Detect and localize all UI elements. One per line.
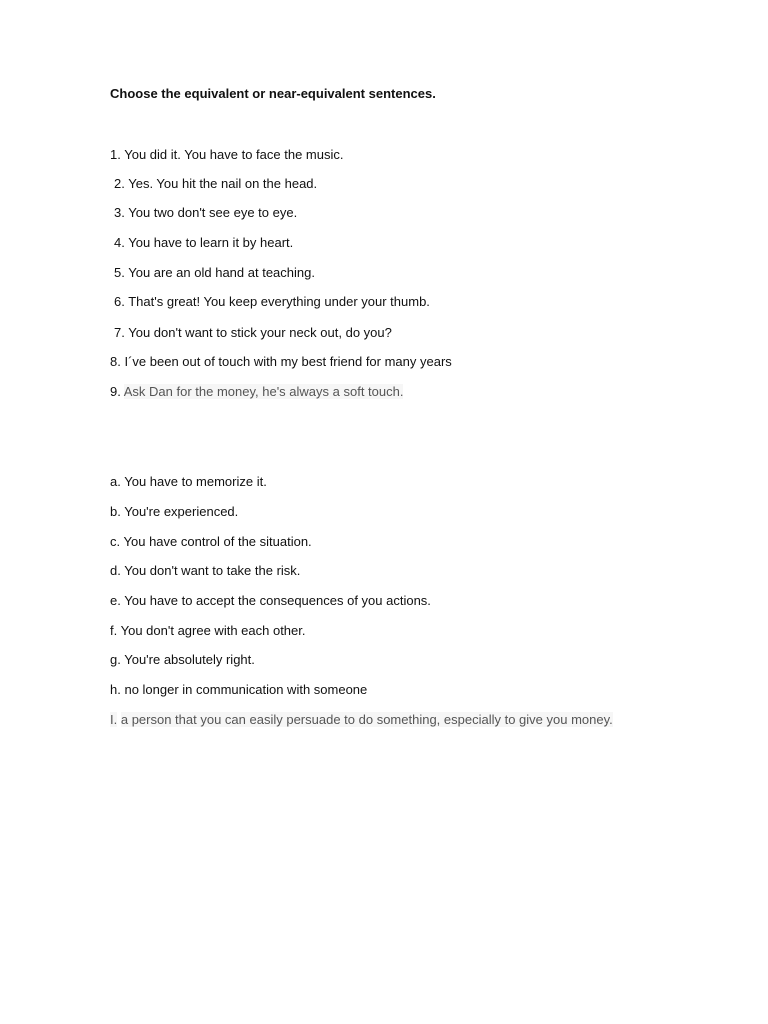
sentence-number: 6. — [114, 294, 125, 309]
sentence-text: I´ve been out of touch with my best friend for many years — [124, 354, 452, 369]
sentence-text: You have to learn it by heart. — [128, 235, 294, 250]
meaning-item — [110, 592, 431, 609]
sentence-text: You two don't see eye to eye. — [128, 205, 298, 220]
sentence-item — [114, 234, 293, 251]
meaning-text: You have control of the situation. — [123, 534, 312, 549]
sentence-number: 2. — [114, 176, 125, 191]
sentence-item — [110, 146, 343, 163]
sentence-number: 7. — [114, 325, 125, 340]
sentence-number: 5. — [114, 265, 125, 280]
sentence-item — [114, 204, 297, 221]
sentence-text: You don't want to stick your neck out, do you? — [128, 325, 392, 340]
worksheet-title: Choose the equivalent or near-equivalent sentences. — [110, 86, 436, 101]
meaning-item — [110, 533, 312, 550]
sentence-text: Ask Dan for the money, he's always a soft touch. — [123, 384, 404, 399]
sentence-text: That's great! You keep everything under your thumb. — [128, 294, 430, 309]
meaning-text: You're experienced. — [124, 504, 239, 519]
sentence-item — [114, 264, 315, 281]
sentence-item — [110, 383, 403, 400]
meaning-text: a person that you can easily persuade to do something, especially to give you money. — [120, 712, 613, 727]
meaning-item — [110, 622, 306, 639]
sentence-text: You are an old hand at teaching. — [128, 265, 315, 280]
sentence-item — [114, 175, 317, 192]
meaning-item — [110, 562, 300, 579]
meaning-letter: I. — [110, 712, 118, 727]
meaning-letter: c. — [110, 534, 121, 549]
meaning-text: You don't want to take the risk. — [124, 563, 301, 578]
sentence-number: 8. — [110, 354, 121, 369]
meaning-letter: a. — [110, 474, 121, 489]
meaning-letter: b. — [110, 504, 121, 519]
sentence-number: 9. — [110, 384, 121, 399]
sentence-number: 4. — [114, 235, 125, 250]
meaning-text: You're absolutely right. — [124, 652, 255, 667]
meaning-item — [110, 651, 255, 668]
sentence-number: 3. — [114, 205, 125, 220]
meaning-item — [110, 503, 238, 520]
sentence-item — [114, 293, 430, 310]
meaning-letter: h. — [110, 682, 121, 697]
sentence-text: You did it. You have to face the music. — [124, 147, 344, 162]
meaning-letter: e. — [110, 593, 121, 608]
meaning-text: no longer in communication with someone — [124, 682, 368, 697]
sentence-item — [110, 353, 452, 370]
sentence-number: 1. — [110, 147, 121, 162]
meaning-item — [110, 681, 367, 698]
meaning-text: You have to memorize it. — [124, 474, 267, 489]
sentence-text: Yes. You hit the nail on the head. — [128, 176, 318, 191]
sentence-item — [114, 324, 392, 341]
meaning-text: You don't agree with each other. — [120, 623, 306, 638]
meaning-letter: d. — [110, 563, 121, 578]
meaning-item — [110, 711, 630, 728]
meaning-item — [110, 473, 267, 490]
meaning-letter: f. — [110, 623, 118, 638]
meaning-text: You have to accept the consequences of you actions. — [124, 593, 431, 608]
meaning-letter: g. — [110, 652, 121, 667]
